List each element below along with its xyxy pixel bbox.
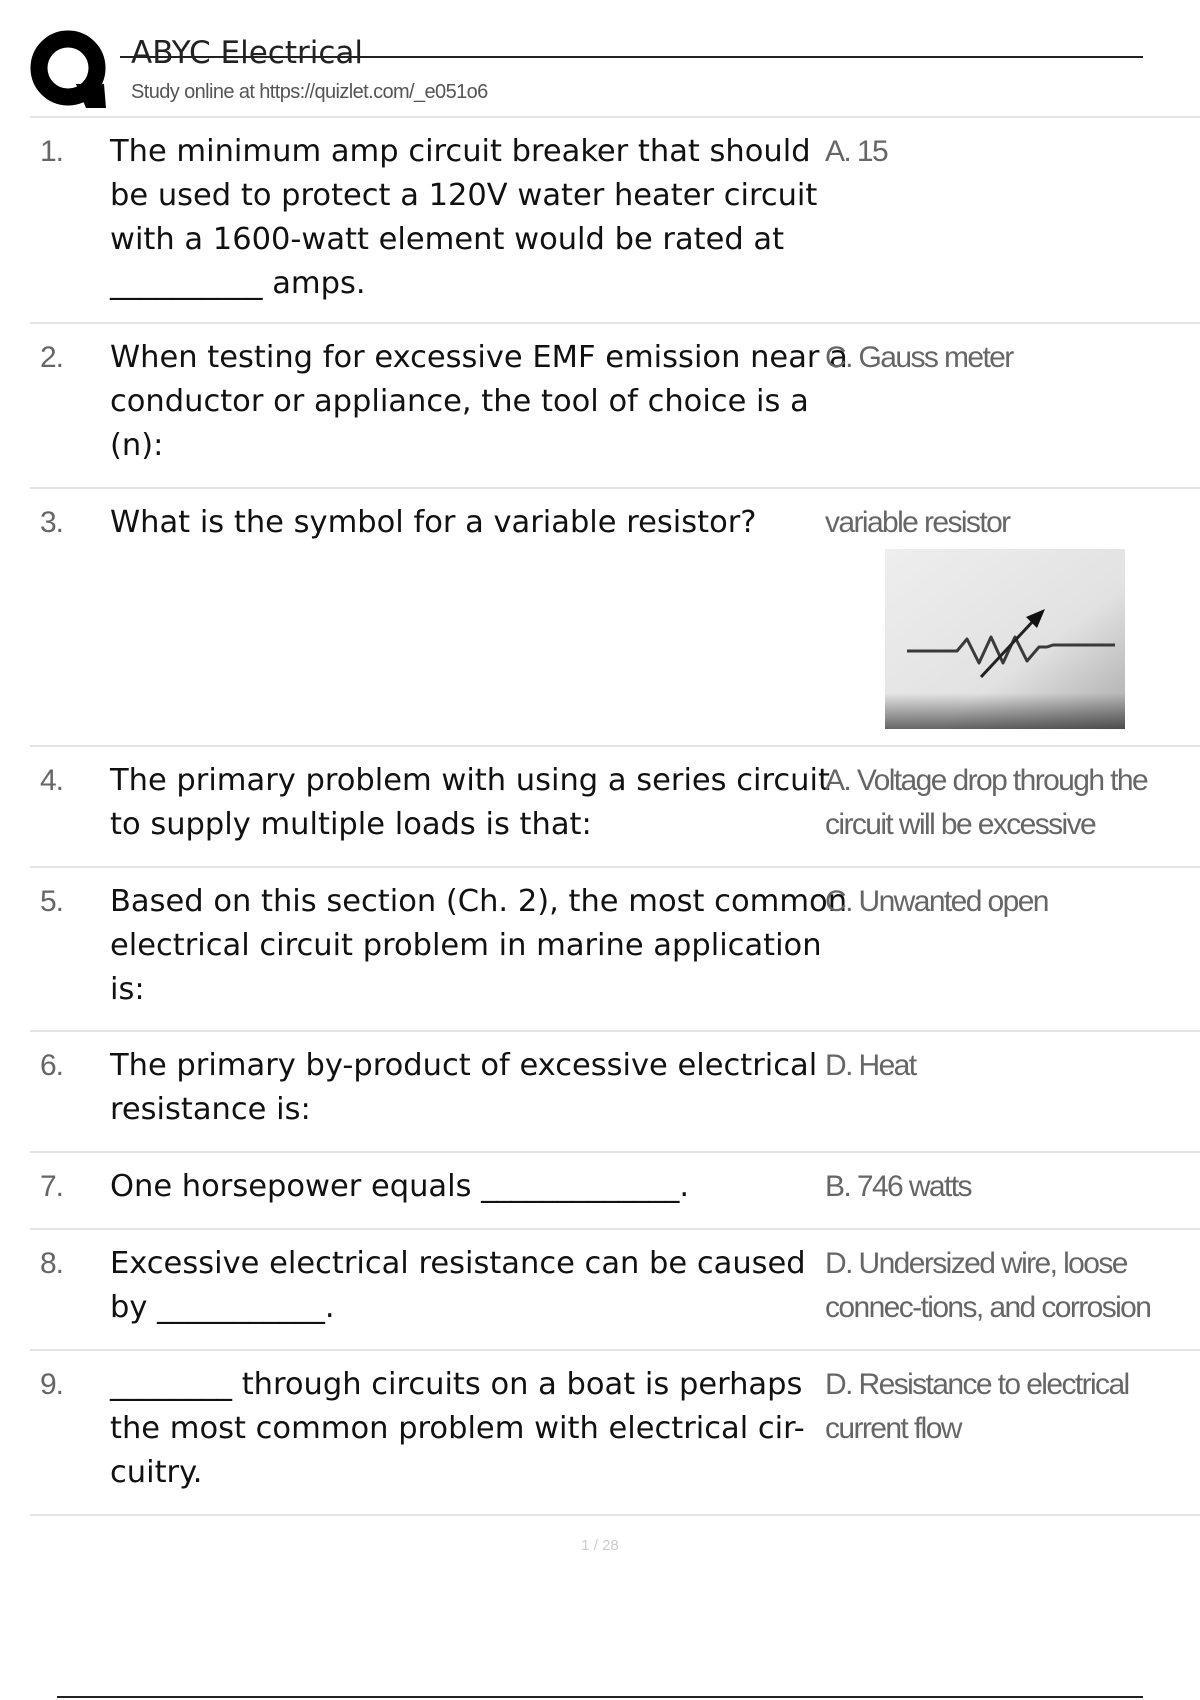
qa-row (30, 747, 1200, 868)
answer-text: A. 15 (825, 135, 888, 168)
question-number: 7. (40, 1170, 64, 1203)
answer-text: variable resistor (825, 506, 1010, 539)
question-text: ________ through circuits on a boat is perhaps the most common problem with electrical cir-cuitry. (110, 1367, 805, 1490)
document-title: ABYC Electrical (131, 35, 364, 71)
header-rule (120, 56, 1143, 58)
question-number: 2. (40, 341, 64, 374)
quizlet-logo-icon (30, 30, 112, 112)
question-text: The primary problem with using a series circuit to supply multiple loads is that: (110, 763, 830, 842)
question-number: 5. (40, 885, 64, 918)
answer-text: C. Gauss meter (825, 341, 1013, 374)
answer-text: D. Resistance to electrical current flow (825, 1368, 1129, 1445)
page-number: 1 / 28 (581, 1537, 619, 1554)
qa-row (30, 324, 1200, 489)
study-online-link[interactable]: Study online at https://quizlet.com/_e051o6 (131, 81, 488, 103)
question-number: 9. (40, 1368, 64, 1401)
qa-row (30, 1032, 1200, 1153)
question-number: 6. (40, 1049, 64, 1082)
variable-resistor-symbol-image (885, 549, 1125, 729)
answer-text: C. Unwanted open (825, 885, 1048, 918)
question-text: What is the symbol for a variable resistor? (110, 505, 757, 540)
question-number: 8. (40, 1247, 64, 1280)
answer-text: B. 746 watts (825, 1170, 971, 1203)
qa-row (30, 1230, 1200, 1351)
qa-row (30, 1351, 1200, 1516)
qa-row (30, 868, 1200, 1032)
question-text: The minimum amp circuit breaker that should be used to protect a 120V water heater circuit with a 1600-watt element would be rated at __________ amps. (110, 134, 818, 301)
answer-text: A. Voltage drop through the circuit will be excessive (825, 764, 1148, 841)
question-text: Based on this section (Ch. 2), the most common electrical circuit problem in marine application is: (110, 884, 848, 1007)
question-number: 1. (40, 135, 64, 168)
footer-rule (57, 1696, 1143, 1698)
qa-row (30, 489, 1200, 747)
question-text: One horsepower equals _____________. (110, 1169, 690, 1204)
question-text: The primary by-product of excessive electrical resistance is: (110, 1048, 818, 1127)
question-number: 3. (40, 506, 64, 539)
question-text: Excessive electrical resistance can be caused by ___________. (110, 1246, 806, 1325)
question-text: When testing for excessive EMF emission near a conductor or appliance, the tool of choice is a (n): (110, 340, 848, 463)
qa-row (30, 1153, 1200, 1230)
question-list (30, 118, 1200, 1516)
question-number: 4. (40, 764, 64, 797)
answer-text: D. Undersized wire, loose connec-tions, and corrosion (825, 1247, 1151, 1324)
answer-text: D. Heat (825, 1049, 916, 1082)
qa-row (30, 118, 1200, 324)
